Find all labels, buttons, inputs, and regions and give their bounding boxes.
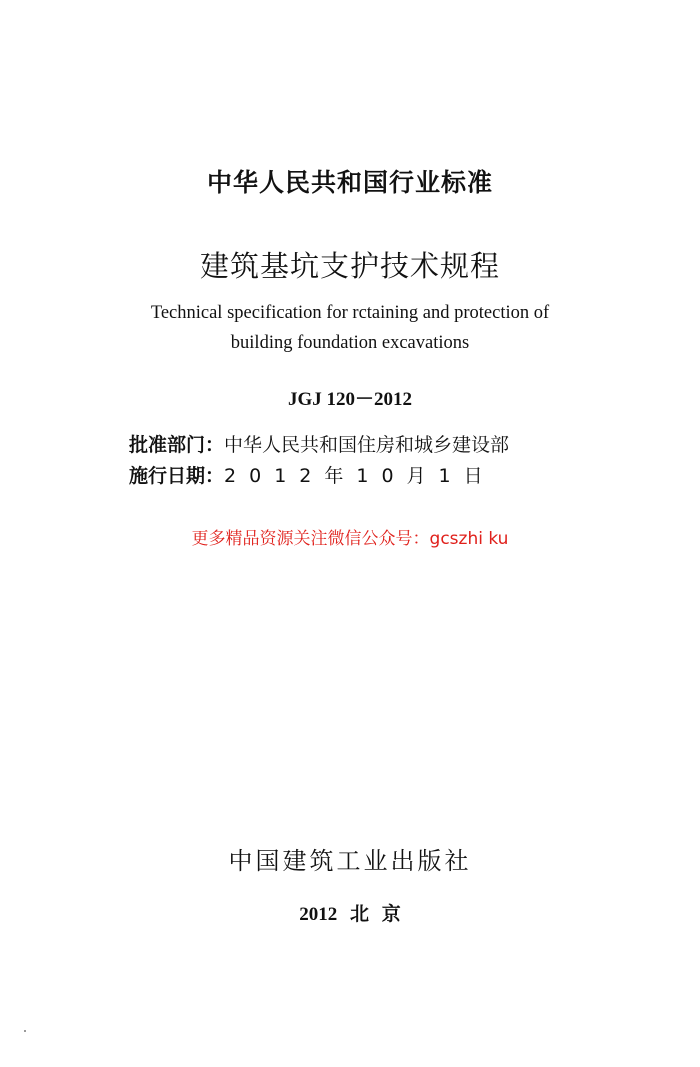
approval-label: 批准部门： [129, 434, 225, 456]
document-title-english-line-2: building foundation excavations [230, 333, 470, 353]
publisher-name: 中国建筑工业出版社 [228, 847, 472, 875]
document-title-chinese: 建筑基坑支护技术规程 [199, 249, 500, 283]
approval-value: 中华人民共和国住房和城乡建设部 [224, 434, 510, 456]
effective-date-value: 2012年10月1日 [224, 465, 496, 487]
publication-imprint: 2012 北 京 [299, 904, 401, 925]
effective-date-row [129, 461, 509, 492]
document-title-english-line-1: Technical specification for rctaining and protection of [150, 303, 550, 323]
document-metadata [129, 430, 509, 492]
effective-date-label: 施行日期： [129, 465, 225, 487]
standard-code: JGJ 120－2012 [287, 389, 413, 410]
scan-speck [24, 1030, 26, 1032]
standard-type-heading: 中华人民共和国行业标准 [206, 168, 493, 197]
approval-row [129, 430, 509, 461]
promo-notice: 更多精品资源关注微信公众号：gcszhi ku [191, 529, 509, 549]
